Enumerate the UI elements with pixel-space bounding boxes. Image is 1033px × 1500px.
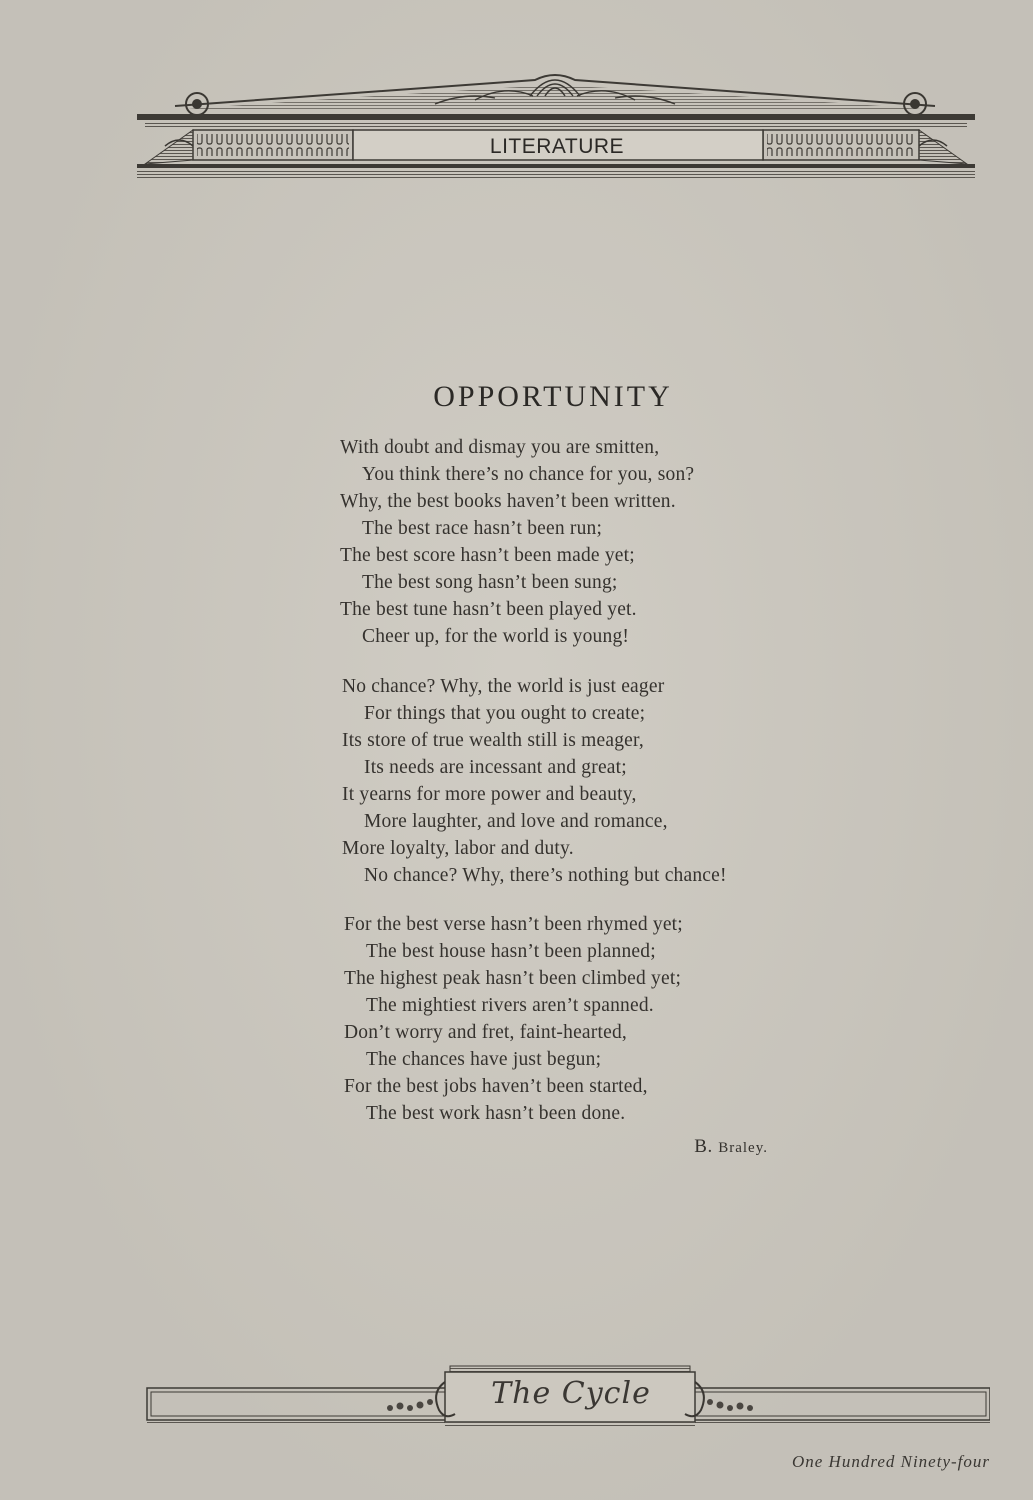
header-ornament [135, 66, 977, 184]
page-number: One Hundred Ninety-four [791, 1452, 990, 1471]
poem-line: Its store of true wealth still is meager, [342, 730, 645, 751]
poem-line: Its needs are incessant and great; [364, 757, 627, 778]
poem-line: The best tune hasn’t been played yet. [340, 599, 637, 620]
poem-line: More laughter, and love and romance, [364, 811, 668, 832]
stanza-1 [340, 434, 810, 650]
section-title: LITERATURE [489, 135, 625, 158]
poem-line: The best score hasn’t been made yet; [340, 545, 635, 566]
poem-line: The best house hasn’t been planned; [366, 941, 656, 962]
poem-line: The highest peak hasn’t been climbed yet; [344, 968, 682, 989]
poem-line: With doubt and dismay you are smitten, [340, 437, 660, 458]
poem-author [560, 1136, 768, 1158]
poem-line: The best work hasn’t been done. [366, 1103, 626, 1124]
author-initial: B. [694, 1136, 713, 1157]
poem-line: The chances have just begun; [366, 1049, 602, 1070]
poem-line: The best song hasn’t been sung; [362, 572, 618, 593]
poem-line: For the best jobs haven’t been started, [344, 1076, 648, 1097]
poem-line: Cheer up, for the world is young! [362, 626, 630, 647]
poem-line: The best race hasn’t been run; [362, 518, 603, 539]
poem-title: OPPORTUNITY [433, 380, 673, 413]
poem-line: No chance? Why, there’s nothing but chance! [364, 865, 727, 886]
stanza-3 [344, 911, 814, 1127]
poem-line: It yearns for more power and beauty, [342, 784, 637, 805]
poem-line: You think there’s no chance for you, son? [362, 464, 695, 485]
poem-line: For the best verse hasn’t been rhymed yet; [344, 914, 683, 935]
poem-line: More loyalty, labor and duty. [342, 838, 574, 859]
poem-line: For things that you ought to create; [364, 703, 646, 724]
poem-line: The mightiest rivers aren’t spanned. [366, 995, 654, 1016]
poem-line: Don’t worry and fret, faint-hearted, [344, 1022, 627, 1043]
header-ornament-graphic [135, 66, 977, 184]
author-name: Braley. [718, 1140, 768, 1156]
stanza-2 [342, 673, 812, 889]
poem-line: Why, the best books haven’t been written. [340, 491, 676, 512]
poem-line: No chance? Why, the world is just eager [342, 676, 665, 697]
publication-title: The Cycle [491, 1376, 651, 1411]
